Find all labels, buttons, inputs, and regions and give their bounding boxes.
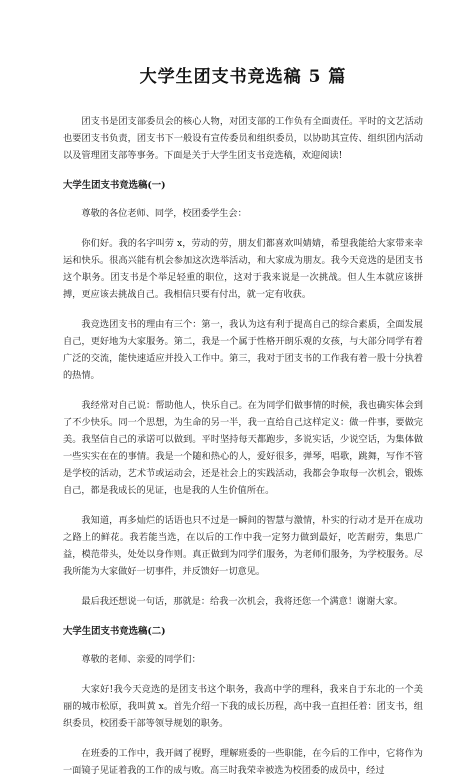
body-paragraph: 在班委的工作中，我开阔了视野，理解班委的一些职能，在今后的工作中，它将作为一面镜子见证着我的工作的成与败。高三时我荣幸被选为校团委的成员中，经过 [63, 748, 423, 776]
closing-paragraph: 最后我还想说一句话，那就是：给我一次机会，我将还您一个满意！谢谢大家。 [81, 596, 403, 607]
section-heading-2: 大学生团支书竞选稿(二) [63, 626, 166, 637]
body-paragraph: 我知道，再多灿烂的话语也只不过是一瞬间的智慧与激情，朴实的行动才是开在成功之路上的鲜花。我若能当选，在以后的工作中我一定努力做到最好，吃苦耐劳，集思广益，模范带头，处处以身作则。真正做到为同学们服务，为老师们服务，为学校服务。尽我所能为大家做好一切事件，并反馈好一切意见。 [63, 515, 423, 577]
body-paragraph: 你们好。我的名字叫劳 x，劳动的劳，朋友们都喜欢叫婧婧，希望我能给大家带来幸运和快乐。很高兴能有机会参加这次选举活动，和大家成为朋友。我今天竞选的是团支书这个职务。团支书是个举足轻重的职位，这对于我来说是一次挑战。但人生本就应该拼搏，更应该去挑战自己。我相信只要有付出，就一定有收获。 [63, 238, 423, 300]
greeting-paragraph-1: 尊敬的各位老师、同学，校团委学生会： [81, 208, 247, 219]
section-heading-1: 大学生团支书竞选稿(一) [63, 180, 166, 191]
body-paragraph: 我经常对自己说：帮助他人，快乐自己。在为同学们做事情的时候，我也确实体会到了不少快乐。同一个思想，为生命的另一半，我一直给自己这样定义：做一件事，要做完美。我坚信自己的承诺可以做到。平时坚持每天都跑步，多说实话，少说空话，为集体做一些实实在在的事情。我是一个随和热心的人，爱好很多，弹琴，唱歌，跳舞，写作不管是学校的活动，艺术节或运动会，还是社会上的实践活动，我都会争取每一次机会，锻炼自己，都是我成长的见证，也是我的人生价值所在。 [63, 400, 423, 496]
body-paragraph: 我竞选团支书的理由有三个：第一，我认为这有利于提高自己的综合素质，全面发展自己，更好地为大家服务。第二，我是一个属于性格开朗乐观的女孩，与大部分同学有着广泛的交流，能快速适应并投入工作中。第三，我对于团支书的工作我有着一股十分执着的热情。 [63, 319, 423, 381]
body-paragraph: 大家好!我今天竞选的是团支书这个职务，我高中学的理科，我来自于东北的一个美丽的城市松原，我叫黄 x。首先介绍一下我的成长历程，高中我一直担任着：团支书，组织委员，校团委干部等领导规划的职务。 [63, 684, 423, 729]
intro-paragraph: 团支书是团支部委员会的核心人物，对团支部的工作负有全面责任。平时的文艺活动也要团支书负责，团支书下一般设有宣传委员和组织委员，以协助其宣传、组织团内活动以及管理团支部等事务。下面是关于大学生团支书竞选稿，欢迎阅读! [63, 116, 423, 161]
greeting-paragraph-2: 尊敬的老师、亲爱的同学们： [81, 654, 201, 665]
document-title: 大学生团支书竞选稿 5 篇 [139, 67, 347, 87]
